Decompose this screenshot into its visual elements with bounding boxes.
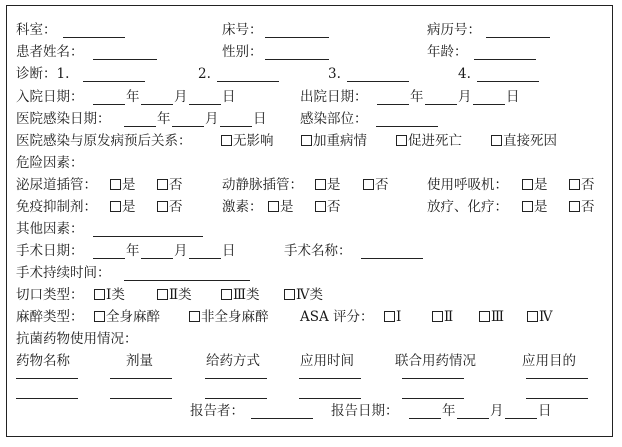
anesthesia-non-general[interactable]: 非全身麻醉: [189, 309, 269, 325]
checkbox[interactable]: [110, 201, 121, 212]
ventilator-label: 使用呼吸机：: [427, 177, 508, 193]
sex-label: 性别：: [222, 44, 263, 60]
bed-field[interactable]: [265, 37, 329, 38]
checkbox[interactable]: [491, 135, 502, 146]
report-date-label: 报告日期：: [331, 403, 399, 419]
report-day-field[interactable]: [505, 418, 537, 419]
prognosis-option-none[interactable]: 无影响: [221, 133, 274, 149]
diagnosis-num-3: 3.: [328, 66, 341, 82]
other-factors-label: 其他因素：: [16, 221, 84, 237]
incision-type-label: 切口类型：: [16, 287, 84, 303]
checkbox[interactable]: [569, 179, 580, 190]
asa-score-1[interactable]: Ⅰ: [384, 309, 401, 325]
asa-score-4[interactable]: Ⅳ: [527, 309, 553, 325]
checkbox[interactable]: [522, 179, 533, 190]
table-cell[interactable]: [402, 398, 464, 399]
hormone-label: 激素：: [222, 199, 263, 215]
col-route: 给药方式: [206, 353, 260, 369]
surgery-duration-field[interactable]: [124, 280, 250, 281]
table-cell[interactable]: [402, 378, 464, 379]
table-cell[interactable]: [526, 378, 588, 379]
admit-year-unit: 年: [126, 89, 140, 105]
surgery-month-field[interactable]: [141, 258, 173, 259]
checkbox[interactable]: [268, 201, 279, 212]
reporter-label: 报告者：: [190, 403, 244, 419]
asa-score-label: ASA 评分：: [300, 309, 374, 325]
checkbox[interactable]: [94, 311, 105, 322]
checkbox[interactable]: [301, 135, 312, 146]
infection-site-field[interactable]: [376, 126, 438, 127]
prognosis-option-promote-death[interactable]: 促进死亡: [396, 133, 462, 149]
infection-month-field[interactable]: [172, 126, 204, 127]
admit-day-field[interactable]: [189, 104, 221, 105]
urinary-catheter-yes[interactable]: 是: [110, 177, 136, 193]
name-label: 患者姓名：: [16, 44, 84, 60]
table-cell[interactable]: [205, 378, 267, 379]
discharge-day-unit: 日: [506, 89, 520, 105]
checkbox[interactable]: [432, 311, 443, 322]
checkbox[interactable]: [315, 179, 326, 190]
table-cell[interactable]: [16, 378, 78, 379]
checkbox[interactable]: [479, 311, 490, 322]
infection-day-unit: 日: [253, 111, 267, 127]
arteriovenous-catheter-no[interactable]: 否: [363, 177, 389, 193]
table-cell[interactable]: [205, 398, 267, 399]
discharge-year-field[interactable]: [377, 104, 409, 105]
table-cell[interactable]: [526, 398, 588, 399]
checkbox[interactable]: [221, 289, 232, 300]
surgery-year-field[interactable]: [93, 258, 125, 259]
prognosis-option-worsen[interactable]: 加重病情: [301, 133, 367, 149]
checkbox[interactable]: [189, 311, 200, 322]
surgery-name-label: 手术名称：: [284, 243, 352, 259]
hormone-yes[interactable]: 是: [268, 199, 294, 215]
immunosuppressant-no[interactable]: 否: [157, 199, 183, 215]
diagnosis-field-3[interactable]: [347, 81, 409, 82]
infection-month-unit: 月: [205, 111, 219, 127]
dept-label: 科室：: [16, 22, 57, 38]
report-year-field[interactable]: [409, 418, 441, 419]
diagnosis-num-4: 4.: [458, 66, 471, 82]
surgery-month-unit: 月: [174, 243, 188, 259]
infection-date-label: 医院感染日期：: [16, 111, 111, 127]
radio-chemo-yes[interactable]: 是: [522, 199, 548, 215]
diagnosis-field-2[interactable]: [217, 81, 279, 82]
reporter-field[interactable]: [251, 418, 313, 419]
report-day-unit: 日: [538, 403, 552, 419]
arteriovenous-catheter-label: 动静脉插管：: [222, 177, 303, 193]
table-cell[interactable]: [110, 378, 172, 379]
risk-factors-heading: 危险因素：: [16, 155, 84, 171]
diagnosis-num-2: 2.: [198, 66, 211, 82]
report-year-unit: 年: [442, 403, 456, 419]
table-cell[interactable]: [110, 398, 172, 399]
admit-year-field[interactable]: [93, 104, 125, 105]
bed-label: 床号：: [222, 22, 263, 38]
infection-year-field[interactable]: [124, 126, 156, 127]
checkbox[interactable]: [157, 289, 168, 300]
incision-class-2[interactable]: Ⅱ类: [157, 287, 192, 303]
discharge-day-field[interactable]: [473, 104, 505, 105]
asa-score-3[interactable]: Ⅲ: [479, 309, 504, 325]
urinary-catheter-no[interactable]: 否: [157, 177, 183, 193]
checkbox[interactable]: [384, 311, 395, 322]
radio-chemo-no[interactable]: 否: [569, 199, 595, 215]
admit-month-unit: 月: [174, 89, 188, 105]
diagnosis-field-1[interactable]: [83, 81, 145, 82]
discharge-year-unit: 年: [410, 89, 424, 105]
asa-score-2[interactable]: Ⅱ: [432, 309, 453, 325]
dept-field[interactable]: [63, 37, 125, 38]
surgery-name-field[interactable]: [361, 258, 423, 259]
infection-report-form: [6, 5, 613, 437]
checkbox[interactable]: [221, 135, 232, 146]
surgery-day-unit: 日: [222, 243, 236, 259]
ventilator-yes[interactable]: 是: [522, 177, 548, 193]
checkbox[interactable]: [363, 179, 374, 190]
radio-chemo-label: 放疗、化疗：: [427, 199, 508, 215]
ventilator-no[interactable]: 否: [569, 177, 595, 193]
age-label: 年龄：: [427, 44, 468, 60]
immunosuppressant-yes[interactable]: 是: [110, 199, 136, 215]
discharge-month-field[interactable]: [425, 104, 457, 105]
col-drug-name: 药物名称: [16, 353, 70, 369]
other-factors-field[interactable]: [93, 236, 203, 237]
name-field[interactable]: [93, 59, 157, 60]
incision-class-4[interactable]: Ⅳ类: [284, 287, 323, 303]
diagnosis-label: 诊断：1.: [16, 66, 70, 82]
infection-year-unit: 年: [157, 111, 171, 127]
col-dosage: 剂量: [126, 353, 153, 369]
col-combination: 联合用药情况: [395, 353, 476, 369]
checkbox[interactable]: [110, 179, 121, 190]
checkbox[interactable]: [527, 311, 538, 322]
infection-day-field[interactable]: [220, 126, 252, 127]
arteriovenous-catheter-yes[interactable]: 是: [315, 177, 341, 193]
checkbox[interactable]: [569, 201, 580, 212]
admit-month-field[interactable]: [141, 104, 173, 105]
immunosuppressant-label: 免疫抑制剂：: [16, 199, 97, 215]
incision-class-1[interactable]: Ⅰ类: [94, 287, 125, 303]
surgery-duration-label: 手术持续时间：: [16, 265, 111, 281]
checkbox[interactable]: [315, 201, 326, 212]
checkbox[interactable]: [396, 135, 407, 146]
sex-field[interactable]: [265, 59, 329, 60]
table-cell[interactable]: [299, 398, 361, 399]
surgery-date-label: 手术日期：: [16, 243, 84, 259]
urinary-catheter-label: 泌尿道插管：: [16, 177, 97, 193]
prognosis-option-direct-death[interactable]: 直接死因: [491, 133, 557, 149]
anesthesia-general[interactable]: 全身麻醉: [94, 309, 160, 325]
surgery-day-field[interactable]: [189, 258, 221, 259]
diagnosis-field-4[interactable]: [477, 81, 539, 82]
antibiotic-usage-label: 抗菌药物使用情况：: [16, 331, 138, 347]
infection-site-label: 感染部位：: [300, 111, 368, 127]
table-cell[interactable]: [16, 398, 78, 399]
discharge-label: 出院日期：: [300, 89, 368, 105]
report-month-unit: 月: [490, 403, 504, 419]
report-month-field[interactable]: [457, 418, 489, 419]
checkbox[interactable]: [157, 201, 168, 212]
col-duration: 应用时间: [300, 353, 354, 369]
col-purpose: 应用目的: [522, 353, 576, 369]
checkbox[interactable]: [94, 289, 105, 300]
checkbox[interactable]: [284, 289, 295, 300]
record-label: 病历号：: [427, 22, 481, 38]
hormone-no[interactable]: 否: [315, 199, 341, 215]
discharge-month-unit: 月: [458, 89, 472, 105]
checkbox[interactable]: [522, 201, 533, 212]
incision-class-3[interactable]: Ⅲ类: [221, 287, 260, 303]
prognosis-label: 医院感染与原发病预后关系：: [16, 133, 192, 149]
admit-day-unit: 日: [222, 89, 236, 105]
table-cell[interactable]: [299, 378, 361, 379]
age-field[interactable]: [474, 59, 536, 60]
checkbox[interactable]: [157, 179, 168, 190]
record-field[interactable]: [486, 37, 550, 38]
anesthesia-type-label: 麻醉类型：: [16, 309, 84, 325]
surgery-year-unit: 年: [126, 243, 140, 259]
admit-label: 入院日期：: [16, 89, 84, 105]
